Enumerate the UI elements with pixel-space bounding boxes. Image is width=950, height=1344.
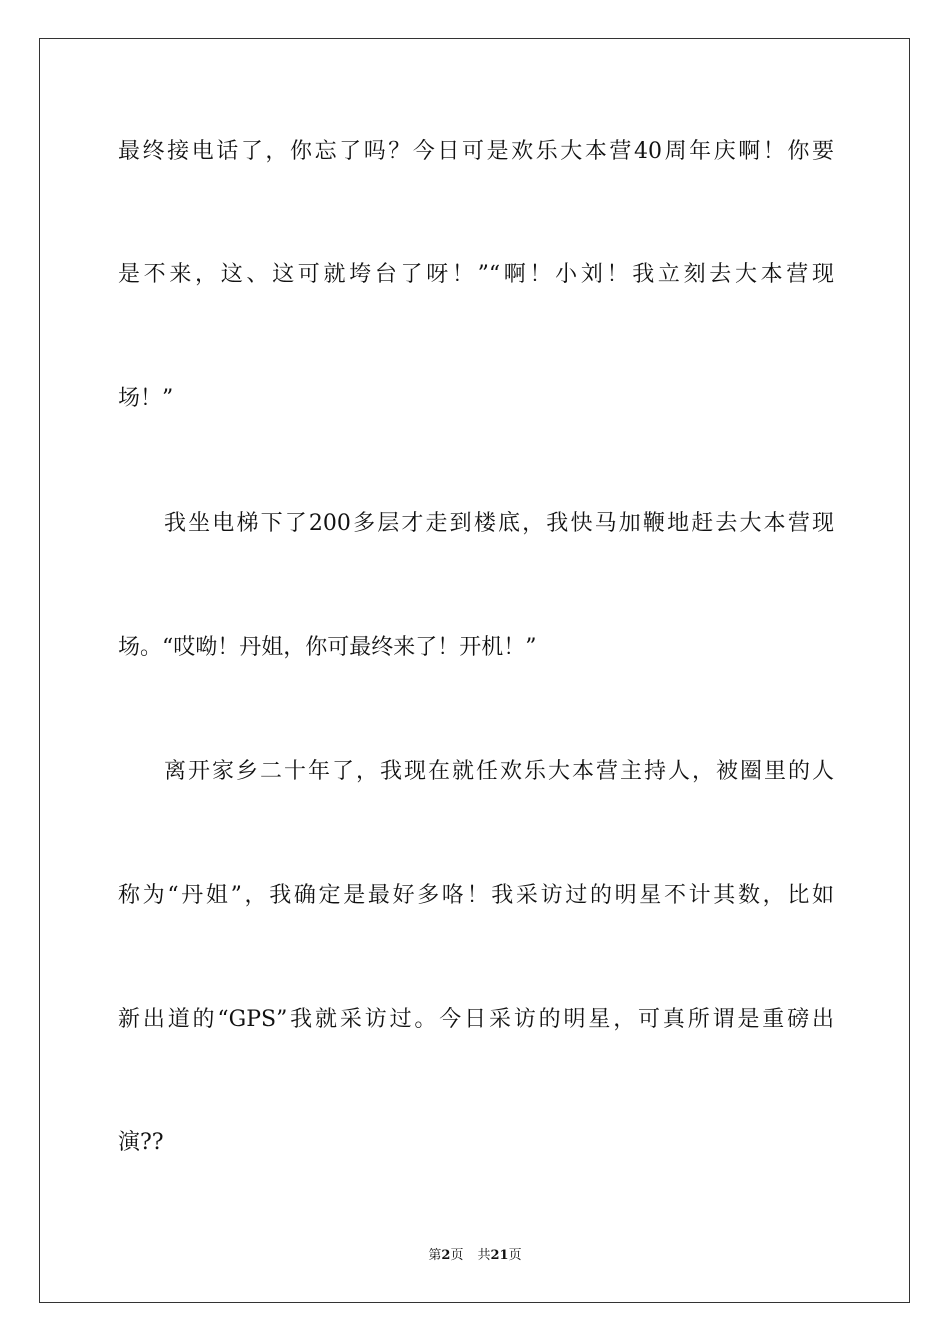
- text-line-3: 场！”: [118, 386, 174, 411]
- text-line-7: 称为“丹姐”，我确定是最好多咯！我采访过的明星不计其数，比如: [118, 883, 834, 908]
- text-line-2: 是不来，这、这可就垮台了呀！”“啊！小刘！我立刻去大本营现: [118, 262, 834, 287]
- page-border: [39, 38, 910, 1303]
- text-line-5: 场。“哎呦！丹姐，你可最终来了！开机！”: [118, 635, 537, 660]
- text-line-4: 我坐电梯下了200多层才走到楼底，我快马加鞭地赶去大本营现: [164, 511, 834, 536]
- text-line-8: 新出道的“GPS”我就采访过。今日采访的明星，可真所谓是重磅出: [118, 1007, 834, 1032]
- total-prefix: 共: [477, 1248, 491, 1263]
- page-suffix: 页: [450, 1248, 464, 1263]
- page-number: 2: [441, 1248, 451, 1263]
- text-line-1: 最终接电话了，你忘了吗？今日可是欢乐大本营40周年庆啊！你要: [118, 139, 834, 164]
- text-line-6: 离开家乡二十年了，我现在就任欢乐大本营主持人，被圈里的人: [164, 759, 834, 784]
- page-prefix: 第: [428, 1248, 442, 1263]
- text-line-9: 演??: [118, 1130, 164, 1155]
- total-suffix: 页: [508, 1248, 522, 1263]
- total-pages: 21: [490, 1248, 509, 1263]
- page-footer: [0, 1246, 950, 1266]
